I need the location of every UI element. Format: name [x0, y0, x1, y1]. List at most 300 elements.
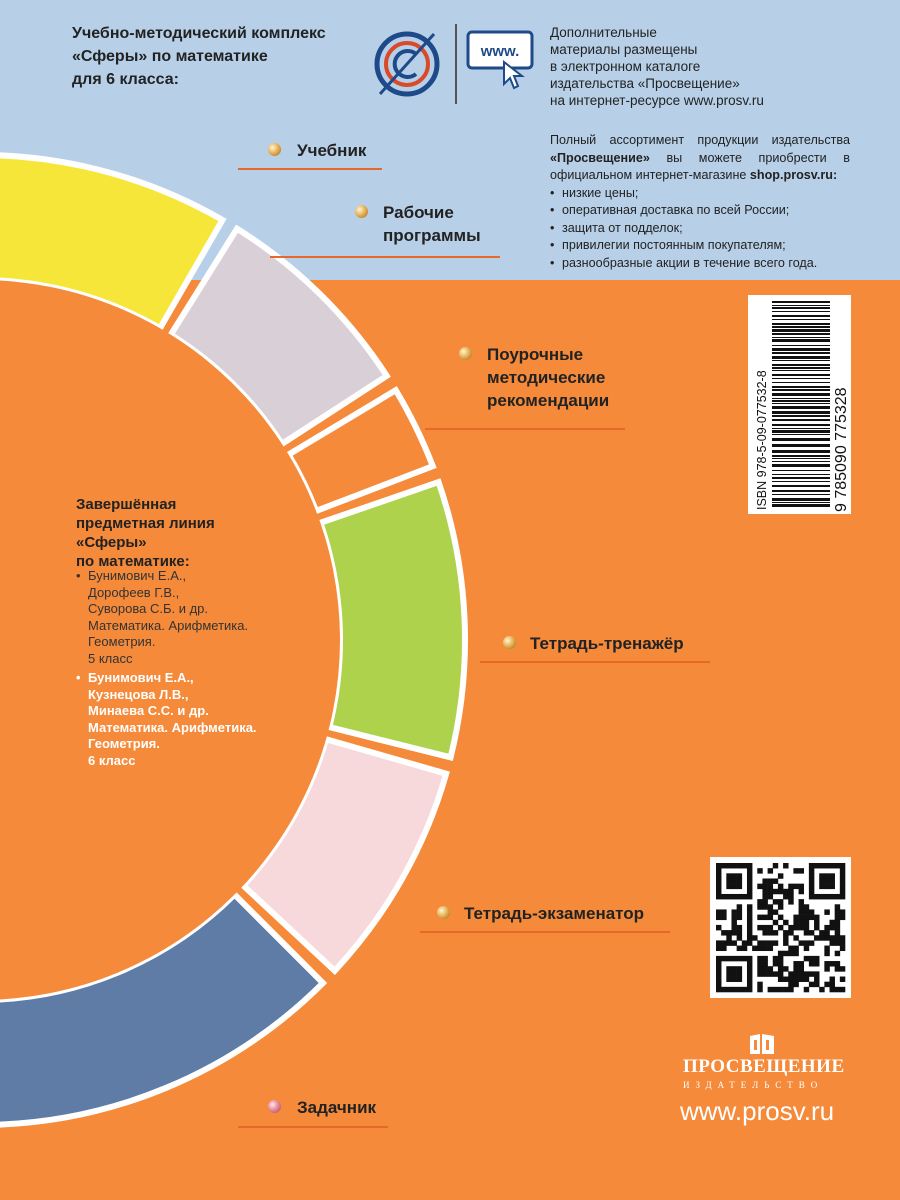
qr-module — [778, 899, 783, 904]
qr-module — [742, 940, 747, 945]
qr-module — [731, 930, 736, 935]
qr-module — [788, 884, 793, 889]
qr-module — [804, 956, 809, 961]
qr-module — [819, 884, 824, 889]
qr-module — [747, 863, 752, 868]
qr-module — [788, 925, 793, 930]
qr-module — [804, 920, 809, 925]
qr-module — [716, 982, 721, 987]
qr-module — [773, 956, 778, 961]
qr-module — [762, 961, 767, 966]
qr-module — [737, 971, 742, 976]
qr-module — [819, 878, 824, 883]
label-line: Рабочие — [383, 203, 454, 222]
qr-module — [814, 915, 819, 920]
qr-module — [840, 977, 845, 982]
qr-module — [824, 878, 829, 883]
qr-module — [762, 956, 767, 961]
qr-module — [716, 884, 721, 889]
qr-module — [768, 940, 773, 945]
qr-module — [747, 977, 752, 982]
qr-module — [762, 915, 767, 920]
qr-module — [773, 889, 778, 894]
qr-module — [799, 904, 804, 909]
qr-module — [835, 987, 840, 992]
qr-module — [809, 940, 814, 945]
series-title-line: «Сферы» — [76, 534, 147, 551]
header-divider — [455, 24, 457, 104]
qr-module — [819, 873, 824, 878]
qr-module — [768, 889, 773, 894]
qr-module — [757, 987, 762, 992]
qr-module — [747, 909, 752, 914]
qr-module — [747, 878, 752, 883]
qr-module — [742, 946, 747, 951]
qr-module — [840, 873, 845, 878]
qr-module — [747, 894, 752, 899]
qr-module — [824, 935, 829, 940]
qr-module — [799, 971, 804, 976]
qr-module — [824, 909, 829, 914]
qr-module — [793, 951, 798, 956]
qr-module — [768, 878, 773, 883]
qr-module — [809, 915, 814, 920]
qr-module — [783, 987, 788, 992]
qr-module — [742, 987, 747, 992]
qr-module — [788, 951, 793, 956]
qr-module — [768, 884, 773, 889]
qr-module — [793, 946, 798, 951]
note-line: на интернет-ресурсе www.prosv.ru — [550, 93, 764, 108]
qr-module — [809, 868, 814, 873]
qr-module — [793, 915, 798, 920]
list-item: • низкие цены; — [550, 185, 850, 203]
qr-module — [835, 940, 840, 945]
qr-module — [835, 915, 840, 920]
qr-module — [783, 920, 788, 925]
qr-module — [737, 946, 742, 951]
segment-trainer-workbook — [320, 482, 465, 757]
note-line: издательства «Просвещение» — [550, 76, 740, 91]
qr-module — [716, 909, 721, 914]
qr-module — [840, 868, 845, 873]
qr-module — [716, 915, 721, 920]
qr-module — [824, 894, 829, 899]
qr-module — [824, 946, 829, 951]
publisher-subtitle: ИЗДАТЕЛЬСТВО — [683, 1080, 824, 1090]
qr-module — [762, 904, 767, 909]
qr-module — [731, 925, 736, 930]
qr-module — [737, 966, 742, 971]
qr-module — [840, 889, 845, 894]
qr-module — [721, 863, 726, 868]
qr-module — [773, 940, 778, 945]
shop-site: shop.prosv.ru: — [749, 168, 838, 182]
book-grade6 — [76, 670, 257, 769]
qr-module — [778, 966, 783, 971]
qr-module — [778, 977, 783, 982]
qr-module — [788, 971, 793, 976]
label-line: рекомендации — [487, 391, 610, 410]
qr-code-icon — [710, 857, 851, 998]
qr-module — [721, 987, 726, 992]
qr-module — [773, 920, 778, 925]
qr-module — [716, 977, 721, 982]
qr-module — [804, 946, 809, 951]
qr-module — [824, 951, 829, 956]
qr-module — [726, 935, 731, 940]
qr-module — [809, 956, 814, 961]
qr-module — [768, 987, 773, 992]
qr-module — [788, 946, 793, 951]
qr-module — [716, 889, 721, 894]
qr-module — [824, 961, 829, 966]
qr-module — [716, 925, 721, 930]
qr-module — [737, 873, 742, 878]
qr-module — [835, 920, 840, 925]
qr-module — [835, 961, 840, 966]
qr-module — [778, 915, 783, 920]
shop-intro-text: Полный ассортимент продукции издательства — [550, 133, 850, 147]
qr-module — [726, 940, 731, 945]
underline — [425, 428, 625, 430]
qr-module — [830, 894, 835, 899]
online-materials-note — [550, 24, 764, 109]
qr-module — [830, 873, 835, 878]
qr-module — [809, 930, 814, 935]
qr-module — [747, 868, 752, 873]
qr-module — [747, 925, 752, 930]
qr-module — [809, 878, 814, 883]
qr-module — [762, 894, 767, 899]
qr-module — [726, 956, 731, 961]
qr-module — [762, 946, 767, 951]
qr-module — [737, 894, 742, 899]
note-line: в электронном каталоге — [550, 59, 701, 74]
qr-module — [768, 909, 773, 914]
qr-module — [721, 909, 726, 914]
qr-module — [768, 894, 773, 899]
book-line: Геометрия. — [88, 634, 156, 649]
qr-module — [783, 966, 788, 971]
qr-module — [721, 940, 726, 945]
qr-module — [835, 909, 840, 914]
qr-module — [747, 971, 752, 976]
qr-module — [747, 873, 752, 878]
qr-module — [804, 987, 809, 992]
qr-module — [824, 930, 829, 935]
qr-module — [804, 904, 809, 909]
qr-module — [747, 915, 752, 920]
book-line: Дорофеев Г.В., — [88, 584, 180, 600]
qr-module — [716, 873, 721, 878]
qr-module — [814, 925, 819, 930]
qr-module — [737, 878, 742, 883]
qr-module — [783, 894, 788, 899]
qr-module — [742, 894, 747, 899]
qr-module — [731, 971, 736, 976]
qr-module — [726, 894, 731, 899]
qr-module — [747, 889, 752, 894]
qr-module — [726, 873, 731, 878]
series-title-line: Завершённая — [76, 496, 177, 513]
qr-module — [757, 940, 762, 945]
qr-module — [835, 925, 840, 930]
qr-module — [731, 966, 736, 971]
qr-module — [757, 982, 762, 987]
qr-module — [804, 940, 809, 945]
qr-module — [783, 889, 788, 894]
qr-module — [840, 894, 845, 899]
qr-module — [830, 863, 835, 868]
qr-code[interactable] — [710, 857, 851, 998]
qr-module — [799, 889, 804, 894]
qr-module — [840, 946, 845, 951]
qr-module — [716, 863, 721, 868]
qr-module — [778, 904, 783, 909]
qr-module — [788, 930, 793, 935]
qr-module — [773, 971, 778, 976]
book-line: Кузнецова Л.В., — [88, 686, 189, 702]
label-lesson-recommendations — [487, 343, 609, 412]
qr-module — [793, 920, 798, 925]
qr-module — [768, 868, 773, 873]
qr-module — [830, 935, 835, 940]
publisher-url[interactable]: www.prosv.ru — [680, 1096, 835, 1126]
qr-module — [793, 868, 798, 873]
shop-brand: «Просвещение» — [550, 150, 650, 165]
qr-module — [721, 915, 726, 920]
qr-module — [814, 863, 819, 868]
qr-module — [721, 946, 726, 951]
label-problem-book: Задачник — [297, 1098, 377, 1117]
qr-module — [757, 884, 762, 889]
bullet-dot-icon — [503, 636, 516, 649]
shop-intro-text: вы можете приобрести в официальном интернет-магазине — [550, 150, 850, 182]
qr-module — [731, 920, 736, 925]
qr-module — [840, 884, 845, 889]
book-line: 5 класс — [88, 650, 133, 666]
qr-module — [716, 961, 721, 966]
qr-module — [799, 940, 804, 945]
qr-module — [804, 971, 809, 976]
qr-module — [773, 930, 778, 935]
qr-module — [778, 971, 783, 976]
list-item: • разнообразные акции в течение всего года. — [550, 255, 850, 273]
qr-module — [731, 909, 736, 914]
qr-module — [768, 930, 773, 935]
qr-module — [747, 961, 752, 966]
qr-module — [768, 915, 773, 920]
qr-module — [726, 878, 731, 883]
qr-module — [737, 956, 742, 961]
qr-module — [835, 930, 840, 935]
spheres-logo-icon — [372, 24, 442, 104]
book-line: • Бунимович Е.А., — [76, 568, 248, 585]
qr-module — [726, 966, 731, 971]
qr-module — [804, 925, 809, 930]
qr-module — [747, 884, 752, 889]
qr-module — [814, 920, 819, 925]
qr-module — [762, 899, 767, 904]
qr-module — [819, 930, 824, 935]
qr-module — [804, 930, 809, 935]
qr-module — [814, 894, 819, 899]
qr-module — [731, 956, 736, 961]
qr-module — [768, 966, 773, 971]
qr-module — [721, 956, 726, 961]
qr-module — [830, 961, 835, 966]
qr-module — [757, 868, 762, 873]
qr-module — [737, 930, 742, 935]
series-title-line: по математике: — [76, 553, 190, 570]
qr-module — [737, 884, 742, 889]
umk-heading-line: для 6 класса: — [72, 71, 179, 88]
qr-module — [830, 884, 835, 889]
qr-module — [809, 961, 814, 966]
qr-module — [814, 982, 819, 987]
qr-module — [773, 878, 778, 883]
qr-module — [793, 884, 798, 889]
qr-module — [752, 946, 757, 951]
qr-module — [747, 966, 752, 971]
isbn-text-layer — [735, 295, 865, 514]
qr-module — [747, 904, 752, 909]
qr-module — [762, 940, 767, 945]
www-icon-text: www. — [480, 43, 520, 60]
qr-module — [799, 909, 804, 914]
umk-heading-line: Учебно-методический комплекс — [72, 25, 326, 42]
qr-module — [830, 878, 835, 883]
qr-module — [819, 863, 824, 868]
qr-module — [716, 878, 721, 883]
qr-module — [783, 935, 788, 940]
book-line: Геометрия. — [88, 736, 160, 751]
qr-module — [814, 935, 819, 940]
book-line: Математика. Арифметика. — [88, 719, 257, 735]
qr-module — [835, 935, 840, 940]
qr-module — [799, 925, 804, 930]
qr-module — [762, 884, 767, 889]
qr-module — [757, 966, 762, 971]
list-item: • защита от подделок; — [550, 220, 850, 238]
qr-module — [762, 930, 767, 935]
qr-module — [814, 961, 819, 966]
qr-module — [824, 925, 829, 930]
qr-module — [747, 930, 752, 935]
qr-module — [793, 925, 798, 930]
qr-module — [726, 987, 731, 992]
qr-module — [737, 863, 742, 868]
qr-module — [778, 951, 783, 956]
qr-module — [737, 915, 742, 920]
label-line: Поурочные — [487, 345, 584, 364]
label-trainer-workbook: Тетрадь-тренажёр — [530, 634, 684, 653]
qr-module — [814, 977, 819, 982]
qr-module — [783, 977, 788, 982]
book-line: Суворова С.Б. и др. — [88, 601, 208, 616]
qr-module — [809, 889, 814, 894]
qr-module — [747, 940, 752, 945]
qr-module — [757, 961, 762, 966]
qr-module — [778, 956, 783, 961]
qr-module — [840, 935, 845, 940]
qr-module — [773, 909, 778, 914]
qr-module — [793, 961, 798, 966]
qr-module — [824, 982, 829, 987]
qr-module — [721, 930, 726, 935]
qr-module — [830, 982, 835, 987]
qr-module — [809, 884, 814, 889]
qr-module — [840, 966, 845, 971]
bullet-dot-icon — [268, 143, 281, 156]
qr-module — [840, 987, 845, 992]
qr-module — [840, 863, 845, 868]
qr-module — [814, 956, 819, 961]
qr-module — [830, 977, 835, 982]
qr-module — [731, 884, 736, 889]
qr-module — [731, 915, 736, 920]
qr-module — [747, 920, 752, 925]
isbn-code-text: ISBN 978-5-09-077532-8 — [755, 370, 769, 510]
bullet-dot-icon — [459, 347, 472, 360]
qr-module — [799, 868, 804, 873]
qr-module — [757, 915, 762, 920]
qr-module — [726, 977, 731, 982]
qr-module — [768, 925, 773, 930]
label-work-programs — [383, 201, 481, 247]
qr-module — [731, 873, 736, 878]
book-line: 6 класс — [88, 752, 136, 768]
qr-module — [809, 863, 814, 868]
qr-module — [809, 971, 814, 976]
book-line: • Бунимович Е.А., — [76, 670, 257, 687]
qr-module — [840, 878, 845, 883]
bullet-dot-icon — [268, 1100, 281, 1113]
qr-module — [788, 889, 793, 894]
qr-module — [721, 894, 726, 899]
note-line: материалы размещены — [550, 42, 698, 57]
qr-module — [757, 956, 762, 961]
qr-module — [757, 946, 762, 951]
qr-module — [731, 987, 736, 992]
qr-module — [799, 966, 804, 971]
shop-info — [550, 132, 850, 272]
qr-module — [783, 940, 788, 945]
qr-module — [747, 935, 752, 940]
qr-module — [726, 930, 731, 935]
qr-module — [762, 925, 767, 930]
label-line: программы — [383, 226, 481, 245]
qr-module — [804, 915, 809, 920]
qr-module — [824, 884, 829, 889]
underline — [480, 661, 710, 663]
qr-module — [788, 982, 793, 987]
qr-module — [778, 889, 783, 894]
qr-module — [793, 966, 798, 971]
qr-module — [835, 951, 840, 956]
qr-module — [814, 971, 819, 976]
qr-module — [757, 899, 762, 904]
label-textbook: Учебник — [297, 141, 367, 160]
qr-module — [783, 951, 788, 956]
qr-module — [778, 873, 783, 878]
qr-module — [778, 961, 783, 966]
qr-module — [799, 884, 804, 889]
qr-module — [819, 987, 824, 992]
book-line: Минаева С.С. и др. — [88, 703, 209, 718]
umk-heading — [72, 22, 326, 91]
